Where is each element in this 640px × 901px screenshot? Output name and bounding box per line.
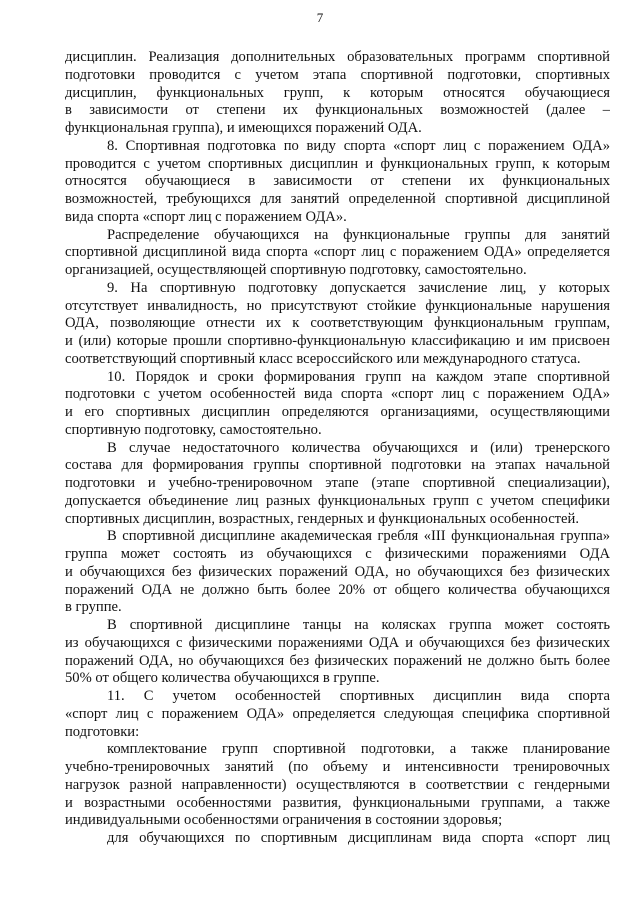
text-line: проводится с учетом спортивных дисциплин и функциональных групп, к которым xyxy=(65,155,610,172)
text-line: дисциплин, функциональных групп, к которым относятся обучающиеся xyxy=(65,84,610,101)
text-line: спортивных дисциплин, возрастных, гендерных и функциональных особенностей. xyxy=(65,510,579,527)
text-line: и обучающихся без физических поражений ОДА, но обучающихся без физических xyxy=(65,563,610,580)
text-line: для обучающихся по спортивным дисциплинам вида спорта «спорт лиц xyxy=(107,830,610,846)
text-line: организацией, осуществляющей спортивную подготовку, самостоятельно. xyxy=(65,262,527,278)
text-line: функциональная группа), и имеющихся поражений ОДА. xyxy=(65,120,422,136)
text-line: в группе. xyxy=(65,599,122,616)
text-line: нагрузок разной направленности) осуществляются в соответствии с гендерными xyxy=(65,776,610,793)
text-line: относятся обучающиеся в зависимости от степени их функциональных xyxy=(65,173,610,190)
text-line: спортивную подготовку, самостоятельно. xyxy=(65,421,322,438)
text-line: допускается объединение лиц разных функциональных групп с учетом специфики xyxy=(65,492,610,509)
page-number: 7 xyxy=(316,10,324,25)
text-line: 50% от общего количества обучающихся в группе. xyxy=(65,670,380,687)
text-line: индивидуальными особенностями ограничения в состоянии здоровья; xyxy=(65,812,503,829)
text-line: комплектование групп спортивной подготовки, а также планирование xyxy=(107,741,610,758)
text-line: спортивной дисциплиной вида спорта «спорт лиц с поражением ОДА» определяется xyxy=(65,244,610,261)
text-line: В случае недостаточного количества обучающихся и (или) тренерского xyxy=(107,439,610,456)
text-line: группа может состоять из обучающихся с физическими поражениями ОДА xyxy=(65,546,610,562)
text-line: Распределение обучающихся на функциональные группы для занятий xyxy=(107,226,610,243)
text-line: 10. Порядок и сроки формирования групп на каждом этапе спортивной xyxy=(107,368,610,385)
text-line: состава для формирования группы спортивной подготовки на этапах начальной xyxy=(65,457,610,474)
text-line: подготовки с учетом особенностей вида спорта «спорт лиц с поражением ОДА» xyxy=(65,386,610,403)
text-line: ОДА, позволяющие отнести их к соответствующим функциональным группам, xyxy=(65,315,610,332)
text-line: возможностей, требующихся для занятий определенной спортивной дисциплиной xyxy=(65,191,610,207)
text-line: В спортивной дисциплине танцы на колясках группа может состоять xyxy=(107,617,610,633)
text-line: 11. С учетом особенностей спортивных дисциплин вида спорта xyxy=(107,688,610,704)
text-line: соответствующий спортивный класс всероссийского или международного статуса. xyxy=(65,350,581,367)
text-line: дисциплин. Реализация дополнительных образовательных программ спортивной xyxy=(65,49,610,65)
text-line: вида спорта «спорт лиц с поражением ОДА». xyxy=(65,208,347,225)
text-line: подготовки и учебно-тренировочном этапе (этапе спортивной специализации), xyxy=(65,475,610,491)
text-line: поражений ОДА не должно быть более 20% от общего количества обучающихся xyxy=(65,581,610,598)
text-line: в зависимости от степени их функциональных возможностей (далее – xyxy=(65,102,610,119)
text-line: отсутствует инвалидность, но присутствуют стойкие функциональные нарушения xyxy=(65,297,610,314)
text-line: В спортивной дисциплине академическая гребля «III функциональная группа» xyxy=(107,528,610,545)
text-line: «спорт лиц с поражением ОДА» определяется следующая специфика спортивной xyxy=(65,705,610,722)
text-line: и возрастными особенностями развития, функциональными группами, а также xyxy=(65,794,610,811)
text-line: 9. На спортивную подготовку допускается зачисление лиц, у которых xyxy=(107,279,610,296)
text-line: и (или) которые прошли спортивно-функциональную классификацию и им присвоен xyxy=(65,333,610,349)
text-line: подготовки: xyxy=(65,723,140,740)
document-body xyxy=(65,49,610,848)
text-line: из обучающихся с физическими поражениями ОДА и обучающихся без физических xyxy=(65,634,610,651)
text-line: 8. Спортивная подготовка по виду спорта «спорт лиц с поражением ОДА» xyxy=(107,137,610,154)
text-line: подготовки проводится с учетом этапа спортивной подготовки, спортивных xyxy=(65,66,610,83)
text-line: учебно-тренировочных занятий (по объему и интенсивности тренировочных xyxy=(65,759,610,775)
text-line: поражений ОДА, но обучающихся без физических поражений не должно быть более xyxy=(65,652,610,669)
text-line: и его спортивных дисциплин определяются организациями, осуществляющими xyxy=(65,404,610,420)
